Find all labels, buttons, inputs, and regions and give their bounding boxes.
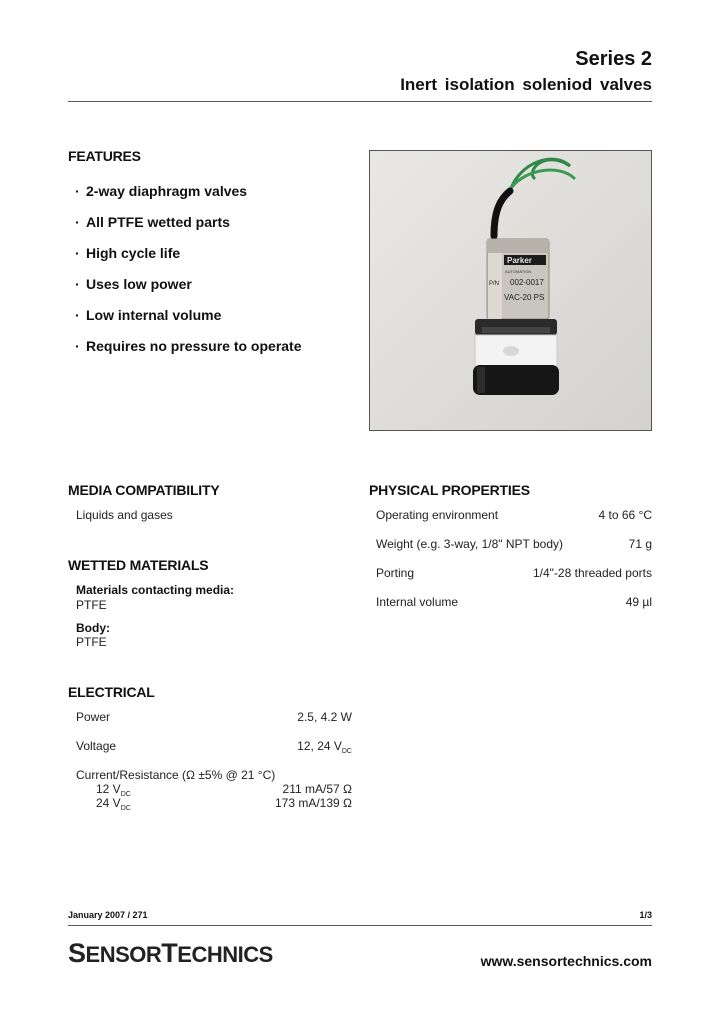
product-photo bbox=[369, 150, 652, 431]
feature-item: · 2-way diaphragm valves bbox=[75, 183, 248, 199]
body-label: Body: bbox=[76, 621, 110, 635]
pn-value: 002-0017 bbox=[510, 278, 544, 287]
physical-value: 71 g bbox=[628, 537, 652, 551]
body-value: PTFE bbox=[76, 635, 107, 649]
physical-label: Weight (e.g. 3-way, 1/8" NPT body) bbox=[376, 537, 564, 551]
physical-label: Porting bbox=[376, 566, 415, 580]
feature-item: · All PTFE wetted parts bbox=[75, 214, 230, 230]
pn-label: P/N bbox=[489, 281, 500, 287]
brand-label: Parker bbox=[507, 256, 532, 265]
sensortechnics-logo: SENSORTECHNICS bbox=[68, 938, 273, 968]
bullet: · bbox=[75, 245, 80, 261]
media-heading: MEDIA COMPATIBILITY bbox=[68, 482, 220, 498]
voltage-label: Voltage bbox=[76, 739, 117, 753]
current-row-value: 211 mA/57 Ω bbox=[282, 782, 352, 796]
division-label: AUTOMATION bbox=[505, 269, 532, 274]
bullet: · bbox=[75, 276, 80, 292]
contact-value: PTFE bbox=[76, 598, 107, 612]
series-subtitle: Inert isolation soleniod valves bbox=[400, 75, 652, 94]
media-text: Liquids and gases bbox=[76, 508, 173, 522]
contact-label: Materials contacting media: bbox=[76, 583, 235, 597]
voltage-value: 12, 24 $V_{DC}$ bbox=[297, 739, 352, 755]
wetted-heading: WETTED MATERIALS bbox=[68, 557, 209, 573]
model-label: VAC-20 PS bbox=[504, 293, 545, 302]
bullet: · bbox=[75, 214, 80, 230]
solenoid-valve-illustration bbox=[370, 151, 652, 431]
power-value: 2.5, 4.2 W bbox=[297, 710, 352, 724]
website-link[interactable]: www.sensortechnics.com bbox=[480, 953, 652, 969]
physical-label: Operating environment bbox=[376, 508, 499, 522]
physical-value: 1/4"-28 threaded ports bbox=[532, 566, 652, 580]
current-row-voltage: 12 $V_{DC}$ bbox=[96, 782, 131, 798]
current-row-value: 173 mA/139 Ω bbox=[274, 796, 352, 810]
feature-item: · High cycle life bbox=[75, 245, 181, 261]
footer-date: January 2007 / 271 bbox=[68, 910, 148, 920]
current-label: Current/Resistance (Ω ±5% @ 21 °C) bbox=[76, 768, 276, 782]
physical-value: 49 µl bbox=[625, 595, 652, 609]
physical-value: 4 to 66 °C bbox=[598, 508, 652, 522]
header-divider bbox=[68, 101, 652, 102]
page-number: 1/3 bbox=[639, 910, 652, 920]
feature-item: · Requires no pressure to operate bbox=[75, 338, 302, 354]
physical-heading: PHYSICAL PROPERTIES bbox=[369, 482, 530, 498]
footer-divider bbox=[68, 925, 652, 926]
bullet: · bbox=[75, 183, 80, 199]
features-heading: FEATURES bbox=[68, 148, 141, 164]
series-title: Series 2 bbox=[575, 48, 652, 70]
current-row-voltage: 24 $V_{DC}$ bbox=[96, 796, 131, 812]
power-label: Power bbox=[76, 710, 111, 724]
bullet: · bbox=[75, 307, 80, 323]
feature-item: · Uses low power bbox=[75, 276, 192, 292]
physical-label: Internal volume bbox=[376, 595, 459, 609]
feature-item: · Low internal volume bbox=[75, 307, 222, 323]
bullet: · bbox=[75, 338, 80, 354]
electrical-heading: ELECTRICAL bbox=[68, 684, 155, 700]
